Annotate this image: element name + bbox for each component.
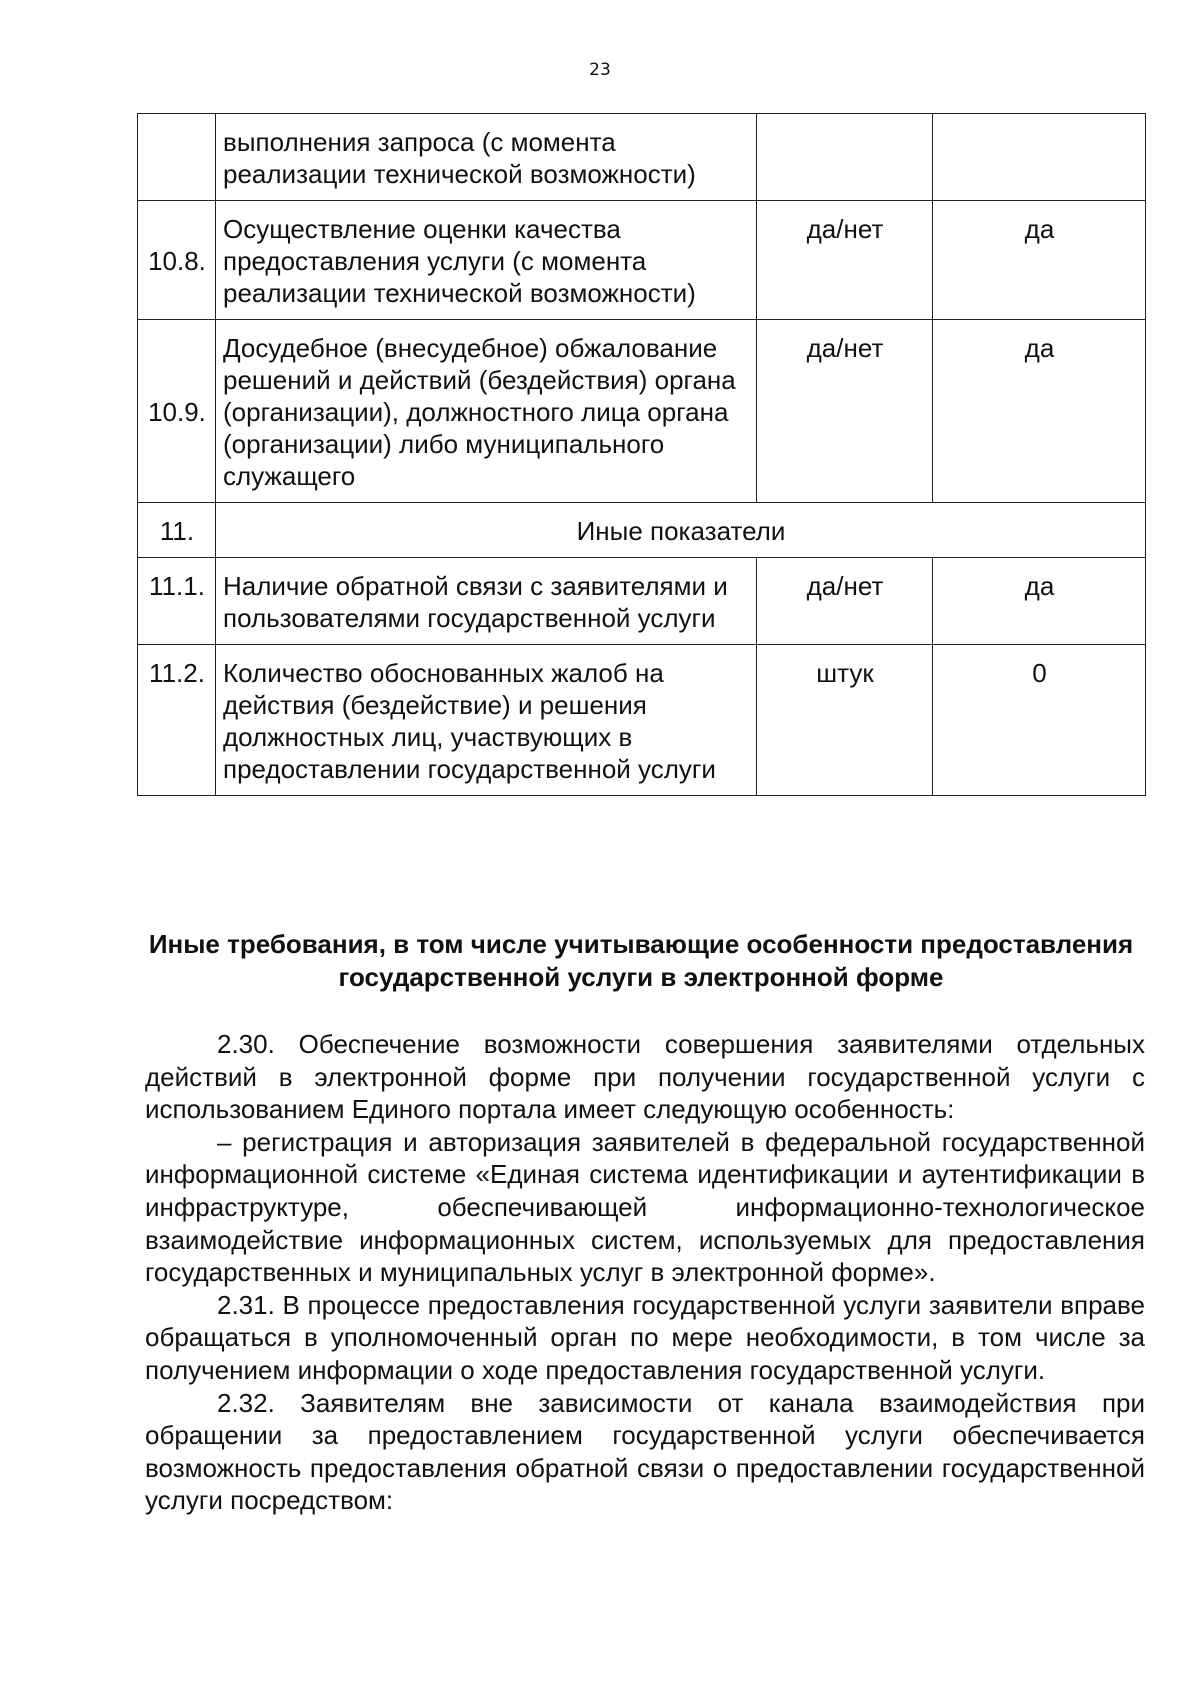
table-row (138, 558, 1146, 645)
indicator-text: выполнения запроса (с момента реализации технической возможности) (216, 114, 757, 201)
indicator-text: Осуществление оценки качества предоставления услуги (с момента реализации технической возможности) (216, 201, 757, 320)
row-number: 11.1. (138, 558, 216, 645)
paragraph-2-32: 2.32. Заявителям вне зависимости от канала взаимодействия при обращении за предоставлением государственной услуги обеспечивается возможность предоставления обратной связи о предоставлении государственной услуги посредством: (145, 1387, 1145, 1516)
unit-cell: да/нет (757, 201, 933, 320)
table-row (138, 201, 1146, 320)
table-section-row (138, 503, 1146, 558)
table-row (138, 114, 1146, 201)
unit-cell: да/нет (757, 558, 933, 645)
row-number: 10.8. (138, 201, 216, 320)
paragraph-2-31: 2.31. В процессе предоставления государственной услуги заявители вправе обращаться в уполномоченный орган по мере необходимости, в том числе за получением информации о ходе предоставления государственной услуги. (145, 1289, 1145, 1385)
table-row (138, 320, 1146, 503)
indicator-text: Наличие обратной связи с заявителями и пользователями государственной услуги (216, 558, 757, 645)
section-title: Иные показатели (216, 503, 1146, 558)
table-row (138, 645, 1146, 796)
value-cell: 0 (933, 645, 1146, 796)
page-number: 23 (589, 60, 611, 80)
body-text (145, 1028, 1145, 1517)
value-cell: да (933, 558, 1146, 645)
section-heading: Иные требования, в том числе учитывающие особенности предоставления государственной услуги в электронной форме (148, 929, 1134, 992)
indicator-text: Досудебное (внесудебное) обжалование решений и действий (бездействия) органа (организации), должностного лица органа (организации) либо муниципального служащего (216, 320, 757, 503)
value-cell (933, 114, 1146, 201)
row-number: 11. (138, 503, 216, 558)
value-cell: да (933, 320, 1146, 503)
row-number: 10.9. (138, 320, 216, 503)
row-number: 11.2. (138, 645, 216, 796)
unit-cell (757, 114, 933, 201)
paragraph-2-30: 2.30. Обеспечение возможности совершения заявителями отдельных действий в электронной форме при получении государственной услуги с использованием Единого портала имеет следующую особенность: (145, 1029, 1145, 1125)
paragraph-bullet: – регистрация и авторизация заявителей в федеральной государственной информационной системе «Единая система идентификации и аутентификации в инфраструктуре, обеспечивающей информационно-технологическое взаимодействие информационных систем, используемых для предоставления государственных и муниципальных услуг в электронной форме». (145, 1126, 1145, 1288)
indicator-text: Количество обоснованных жалоб на действия (бездействие) и решения должностных лиц, участвующих в предоставлении государственной услуги (216, 645, 757, 796)
unit-cell: да/нет (757, 320, 933, 503)
value-cell: да (933, 201, 1146, 320)
row-number (138, 114, 216, 201)
unit-cell: штук (757, 645, 933, 796)
indicators-table (137, 113, 1146, 796)
